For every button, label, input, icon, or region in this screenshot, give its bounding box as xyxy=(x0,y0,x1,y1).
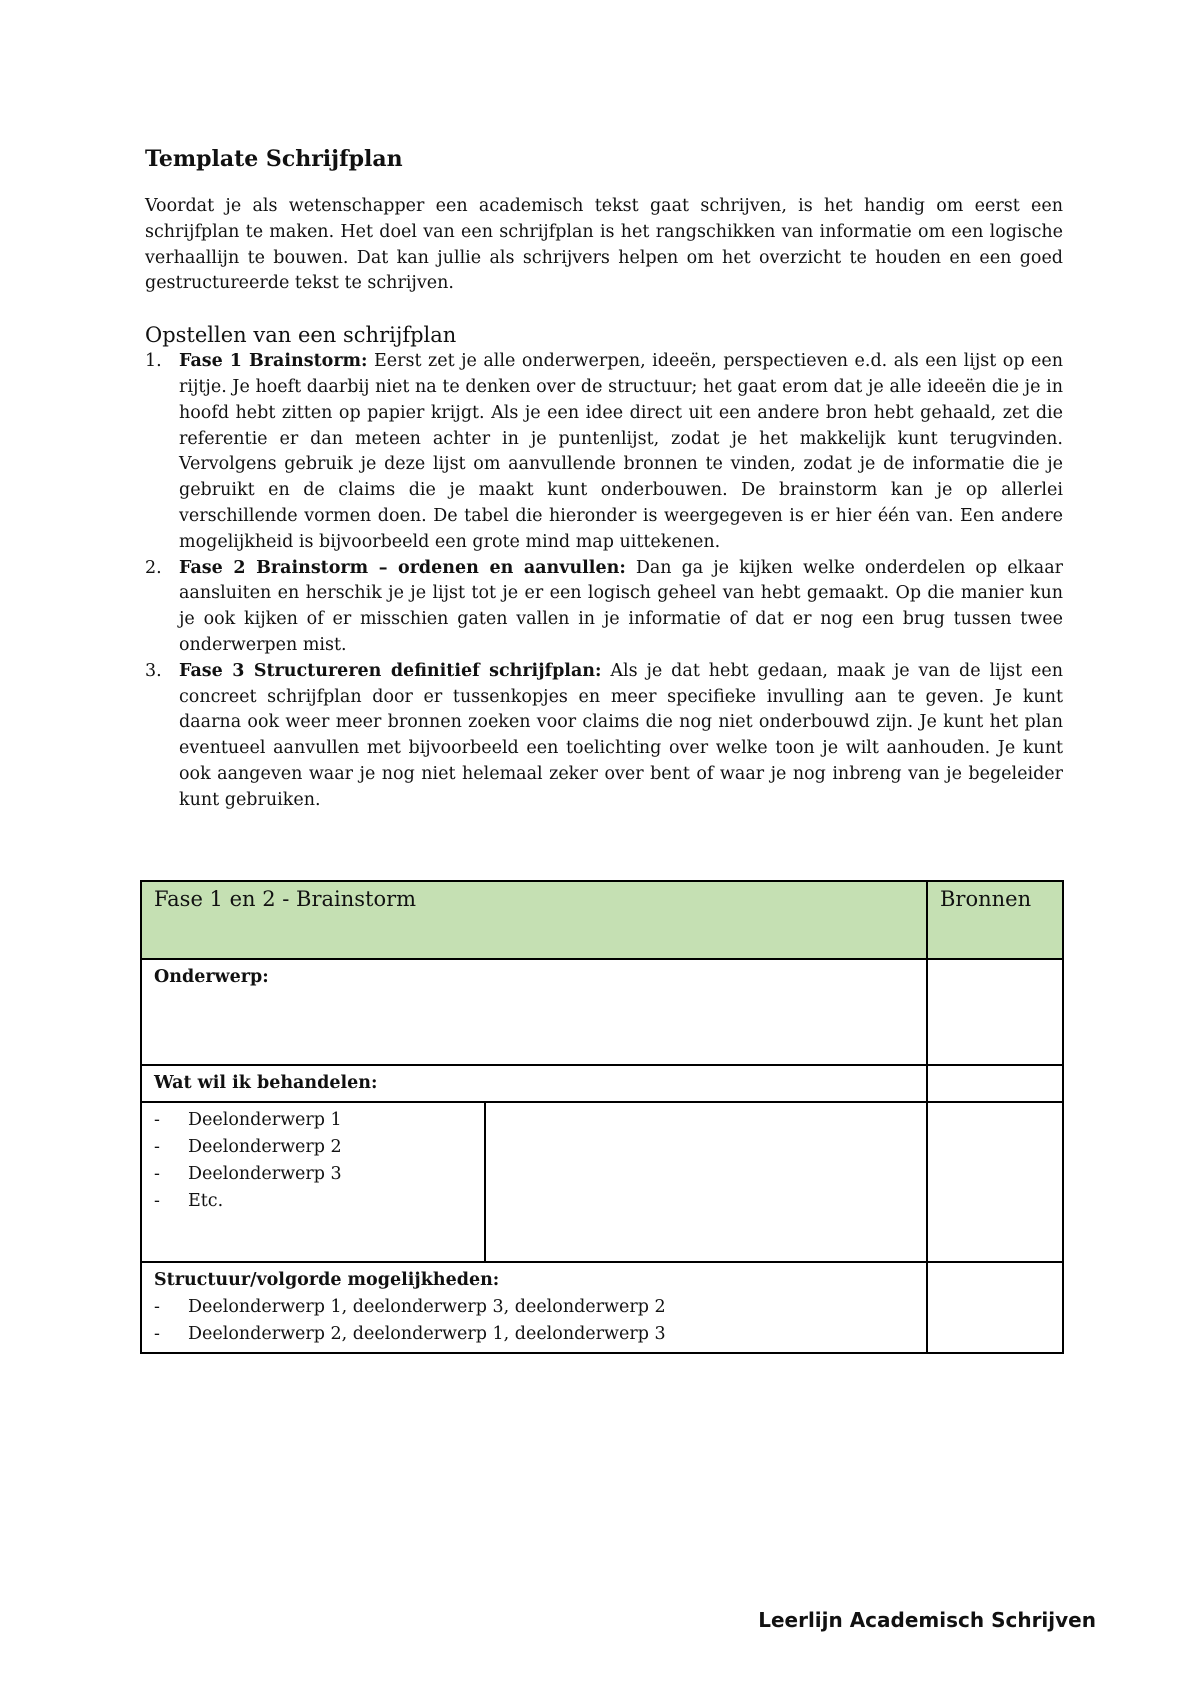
intro-paragraph: Voordat je als wetenschapper een academisch tekst gaat schrijven, is het handig om eerst een schrijfplan te maken. Het doel van een schrijfplan is het rangschikken van informatie om een logische verhaallijn te bouwen. Dat kan jullie als schrijvers helpen om het overzicht te houden en een goed gestructureerde tekst te schrijven. xyxy=(145,196,1063,294)
table-header-brainstorm: Fase 1 en 2 - Brainstorm xyxy=(141,881,927,959)
list-item: - Deelonderwerp 3 xyxy=(154,1164,342,1184)
table-row-structuur xyxy=(141,1262,1063,1353)
bronnen-cell xyxy=(927,959,1063,1065)
brainstorm-table xyxy=(140,880,1064,1354)
table-row-wat xyxy=(141,1065,1063,1102)
phase-item xyxy=(145,556,1063,659)
onderwerp-cell: Onderwerp: xyxy=(141,959,927,1065)
phase-text: Dan ga je kijken welke onderdelen op elkaar aansluiten en herschik je je lijst tot je er een logisch geheel van hebt gemaakt. Op die manier kun je ook kijken of er misschien gaten vallen in je informatie of dat er nog een brug tussen twee onderwerpen mist. xyxy=(179,557,1063,655)
list-item: - Deelonderwerp 1, deelonderwerp 3, deelonderwerp 2 xyxy=(154,1297,666,1317)
phase-list xyxy=(145,349,1063,813)
subtopic-list-cell xyxy=(141,1102,485,1262)
page-title: Template Schrijfplan xyxy=(145,146,403,172)
phase-item xyxy=(145,659,1063,814)
table-row-items xyxy=(141,1102,1063,1262)
list-item: - Deelonderwerp 1 xyxy=(154,1110,342,1130)
document-page xyxy=(145,140,1063,814)
table-header-row xyxy=(141,881,1063,959)
bronnen-cell xyxy=(927,1262,1063,1353)
table-header-bronnen: Bronnen xyxy=(927,881,1063,959)
footer-text: Leerlijn Academisch Schrijven xyxy=(758,1608,1096,1632)
phase-item xyxy=(145,349,1063,555)
phase-text: Eerst zet je alle onderwerpen, ideeën, perspectieven e.d. als een lijst op een rijtje. Je hoeft daarbij niet na te denken over de structuur; het gaat erom dat je alle ideeën die je in hoofd hebt zitten op papier krijgt. Als je een idee direct uit een andere bron hebt gehaald, zet die referentie er dan meteen achter in je puntenlijst, zodat je het makkelijk kunt terugvinden. Vervolgens gebruik je deze lijst om aanvullende bronnen te vinden, zodat je de informatie die je gebruikt en de claims die je maakt kunt onderbouwen. De brainstorm kan je op allerlei verschillende vormen doen. De tabel die hieronder is weergegeven is er hier één van. Een andere mogelijkheid is bijvoorbeeld een grote mind map uittekenen. xyxy=(179,351,1064,552)
wat-behandelen-cell: Wat wil ik behandelen: xyxy=(141,1065,927,1102)
structuur-label: Structuur/volgorde mogelijkheden: xyxy=(154,1270,500,1290)
phase-number: 1. xyxy=(145,351,162,372)
phase-number: 2. xyxy=(145,557,162,578)
subtopic-notes-cell xyxy=(485,1102,927,1262)
list-item: - Etc. xyxy=(154,1191,224,1211)
table-row-onderwerp xyxy=(141,959,1063,1065)
bronnen-cell xyxy=(927,1065,1063,1102)
section-heading: Opstellen van een schrijfplan xyxy=(145,323,457,348)
list-item: - Deelonderwerp 2, deelonderwerp 1, deelonderwerp 3 xyxy=(154,1324,666,1344)
structuur-cell xyxy=(141,1262,927,1353)
phase-label: Fase 1 Brainstorm: xyxy=(179,351,368,372)
phase-label: Fase 3 Structureren definitief schrijfplan: xyxy=(179,660,602,681)
bronnen-cell xyxy=(927,1102,1063,1262)
list-item: - Deelonderwerp 2 xyxy=(154,1137,342,1157)
phase-number: 3. xyxy=(145,660,162,681)
phase-text: Als je dat hebt gedaan, maak je van de lijst een concreet schrijfplan door er tussenkopjes en meer specifieke invulling aan te geven. Je kunt daarna ook weer meer bronnen zoeken voor claims die nog niet onderbouwd zijn. Je kunt het plan eventueel aanvullen met bijvoorbeeld een toelichting over welke toon je wilt aanhouden. Je kunt ook aangeven waar je nog niet helemaal zeker over bent of waar je nog inbreng van je begeleider kunt gebruiken. xyxy=(179,660,1064,810)
phase-label: Fase 2 Brainstorm – ordenen en aanvullen: xyxy=(179,557,626,578)
